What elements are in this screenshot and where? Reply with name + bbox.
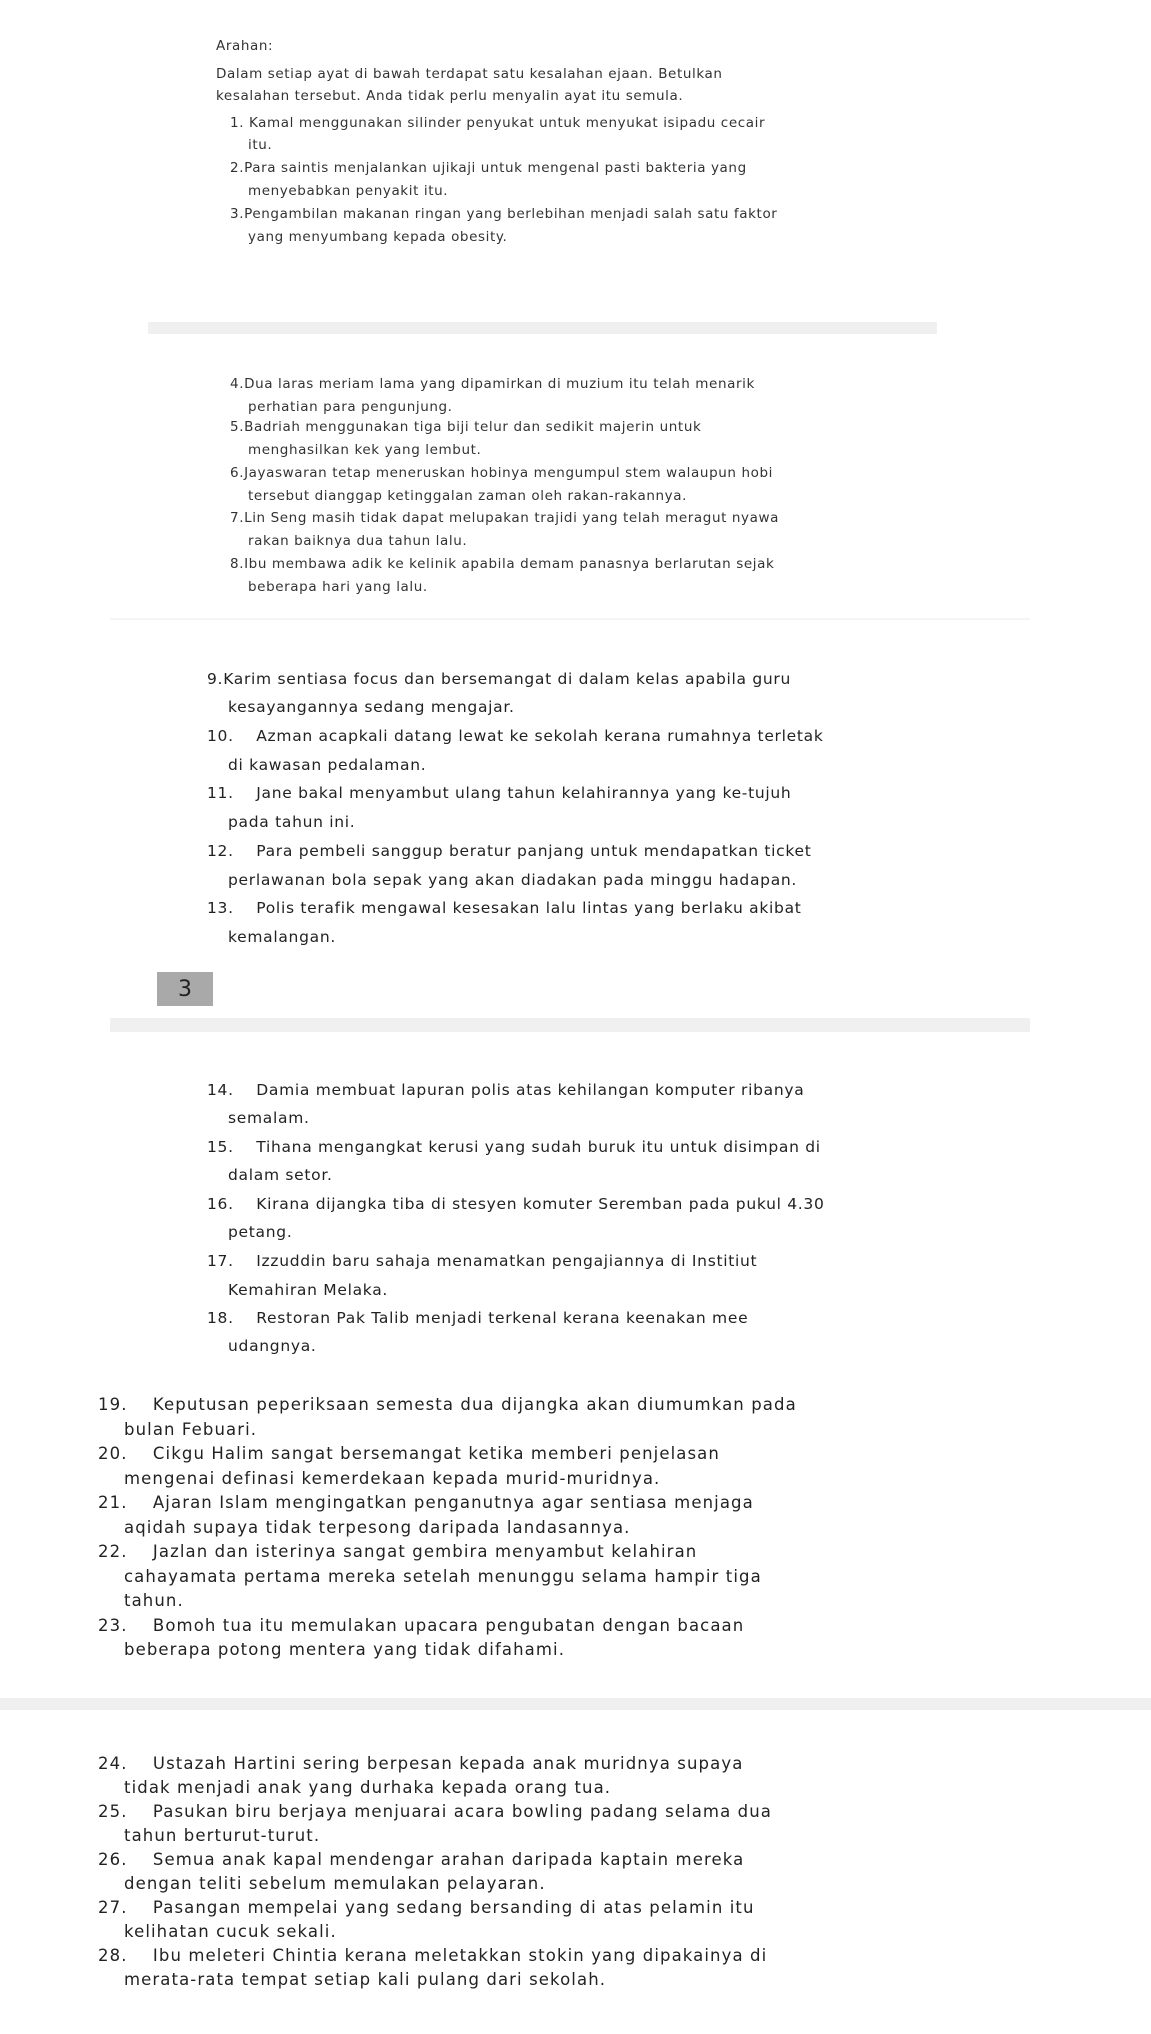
- question-line: 21. Ajaran Islam mengingatkan penganutnya agar sentiasa menjaga: [98, 1493, 754, 1512]
- question-line: 15. Tihana mengangkat kerusi yang sudah buruk itu untuk disimpan di: [207, 1138, 821, 1156]
- question-line: 23. Bomoh tua itu memulakan upacara pengubatan dengan bacaan: [98, 1616, 745, 1635]
- question-line: 4.Dua laras meriam lama yang dipamirkan di muzium itu telah menarik: [230, 376, 755, 392]
- question-line: perhatian para pengunjung.: [248, 399, 453, 415]
- question-line: mengenai definasi kemerdekaan kepada murid-muridnya.: [124, 1469, 661, 1488]
- question-line: Kemahiran Melaka.: [228, 1281, 389, 1299]
- question-line: 27. Pasangan mempelai yang sedang bersanding di atas pelamin itu: [98, 1898, 755, 1917]
- worksheet-section-5: [0, 1350, 1151, 1710]
- instruction-line: Dalam setiap ayat di bawah terdapat satu kesalahan ejaan. Betulkan: [216, 66, 723, 82]
- question-line: kesayangannya sedang mengajar.: [228, 698, 515, 716]
- worksheet-section-3: [0, 620, 1151, 1030]
- question-line: 11. Jane bakal menyambut ulang tahun kelahirannya yang ke-tujuh: [207, 784, 792, 802]
- question-line: 13. Polis terafik mengawal kesesakan lalu lintas yang berlaku akibat: [207, 899, 802, 917]
- question-line: dengan teliti sebelum memulakan pelayaran.: [124, 1874, 546, 1893]
- section-divider: [148, 322, 937, 334]
- question-line: 20. Cikgu Halim sangat bersemangat ketika memberi penjelasan: [98, 1444, 720, 1463]
- question-line: 8.Ibu membawa adik ke kelinik apabila demam panasnya berlarutan sejak: [230, 556, 775, 572]
- question-line: menyebabkan penyakit itu.: [248, 183, 449, 199]
- question-line: merata-rata tempat setiap kali pulang dari sekolah.: [124, 1970, 607, 1989]
- question-line: 9.Karim sentiasa focus dan bersemangat di dalam kelas apabila guru: [207, 670, 791, 688]
- worksheet-section-4: [0, 1030, 1151, 1355]
- question-line: kelihatan cucuk sekali.: [124, 1922, 337, 1941]
- question-line: aqidah supaya tidak terpesong daripada landasannya.: [124, 1518, 631, 1537]
- question-line: 14. Damia membuat lapuran polis atas kehilangan komputer ribanya: [207, 1081, 805, 1099]
- question-line: 22. Jazlan dan isterinya sangat gembira menyambut kelahiran: [98, 1542, 698, 1561]
- question-line: itu.: [248, 137, 273, 153]
- question-line: cahayamata pertama mereka setelah menunggu selama hampir tiga: [124, 1567, 762, 1586]
- question-line: beberapa potong mentera yang tidak difahami.: [124, 1640, 566, 1659]
- worksheet-section-2: [0, 340, 1151, 620]
- question-line: 12. Para pembeli sanggup beratur panjang untuk mendapatkan ticket: [207, 842, 812, 860]
- question-line: 3.Pengambilan makanan ringan yang berlebihan menjadi salah satu faktor: [230, 206, 778, 222]
- section-divider: [0, 1698, 1151, 1710]
- question-line: di kawasan pedalaman.: [228, 756, 427, 774]
- question-line: semalam.: [228, 1109, 310, 1127]
- instruction-line: kesalahan tersebut. Anda tidak perlu menyalin ayat itu semula.: [216, 88, 684, 104]
- question-line: petang.: [228, 1223, 293, 1241]
- question-line: 28. Ibu meleteri Chintia kerana meletakkan stokin yang dipakainya di: [98, 1946, 768, 1965]
- question-line: 18. Restoran Pak Talib menjadi terkenal kerana keenakan mee: [207, 1309, 749, 1327]
- question-line: yang menyumbang kepada obesity.: [248, 229, 508, 245]
- worksheet-section-1: [0, 0, 1151, 340]
- question-line: tersebut dianggap ketinggalan zaman oleh rakan-rakannya.: [248, 488, 687, 504]
- question-line: 16. Kirana dijangka tiba di stesyen komuter Seremban pada pukul 4.30: [207, 1195, 825, 1213]
- question-line: 2.Para saintis menjalankan ujikaji untuk mengenal pasti bakteria yang: [230, 160, 747, 176]
- question-line: 19. Keputusan peperiksaan semesta dua dijangka akan diumumkan pada: [98, 1395, 797, 1414]
- question-line: tahun berturut-turut.: [124, 1826, 321, 1845]
- question-line: dalam setor.: [228, 1166, 333, 1184]
- question-line: 17. Izzuddin baru sahaja menamatkan pengajiannya di Institiut: [207, 1252, 758, 1270]
- question-line: 1. Kamal menggunakan silinder penyukat untuk menyukat isipadu cecair: [230, 115, 766, 131]
- question-line: 25. Pasukan biru berjaya menjuarai acara bowling padang selama dua: [98, 1802, 773, 1821]
- question-line: udangnya.: [228, 1337, 317, 1355]
- page-number-badge: 3: [157, 972, 213, 1006]
- question-line: 26. Semua anak kapal mendengar arahan daripada kaptain mereka: [98, 1850, 745, 1869]
- question-line: pada tahun ini.: [228, 813, 356, 831]
- worksheet-section-6: [0, 1710, 1151, 2034]
- question-line: tahun.: [124, 1591, 184, 1610]
- question-line: 10. Azman acapkali datang lewat ke sekolah kerana rumahnya terletak: [207, 727, 824, 745]
- instruction-heading: Arahan:: [216, 38, 274, 54]
- question-line: rakan baiknya dua tahun lalu.: [248, 533, 468, 549]
- question-line: 24. Ustazah Hartini sering berpesan kepada anak muridnya supaya: [98, 1754, 744, 1773]
- question-line: beberapa hari yang lalu.: [248, 579, 428, 595]
- question-line: tidak menjadi anak yang durhaka kepada orang tua.: [124, 1778, 612, 1797]
- question-line: 5.Badriah menggunakan tiga biji telur dan sedikit majerin untuk: [230, 419, 702, 435]
- question-line: perlawanan bola sepak yang akan diadakan pada minggu hadapan.: [228, 871, 798, 889]
- question-line: bulan Febuari.: [124, 1420, 258, 1439]
- question-line: 6.Jayaswaran tetap meneruskan hobinya mengumpul stem walaupun hobi: [230, 465, 773, 481]
- question-line: 7.Lin Seng masih tidak dapat melupakan trajidi yang telah meragut nyawa: [230, 510, 780, 526]
- question-line: kemalangan.: [228, 928, 336, 946]
- question-line: menghasilkan kek yang lembut.: [248, 442, 482, 458]
